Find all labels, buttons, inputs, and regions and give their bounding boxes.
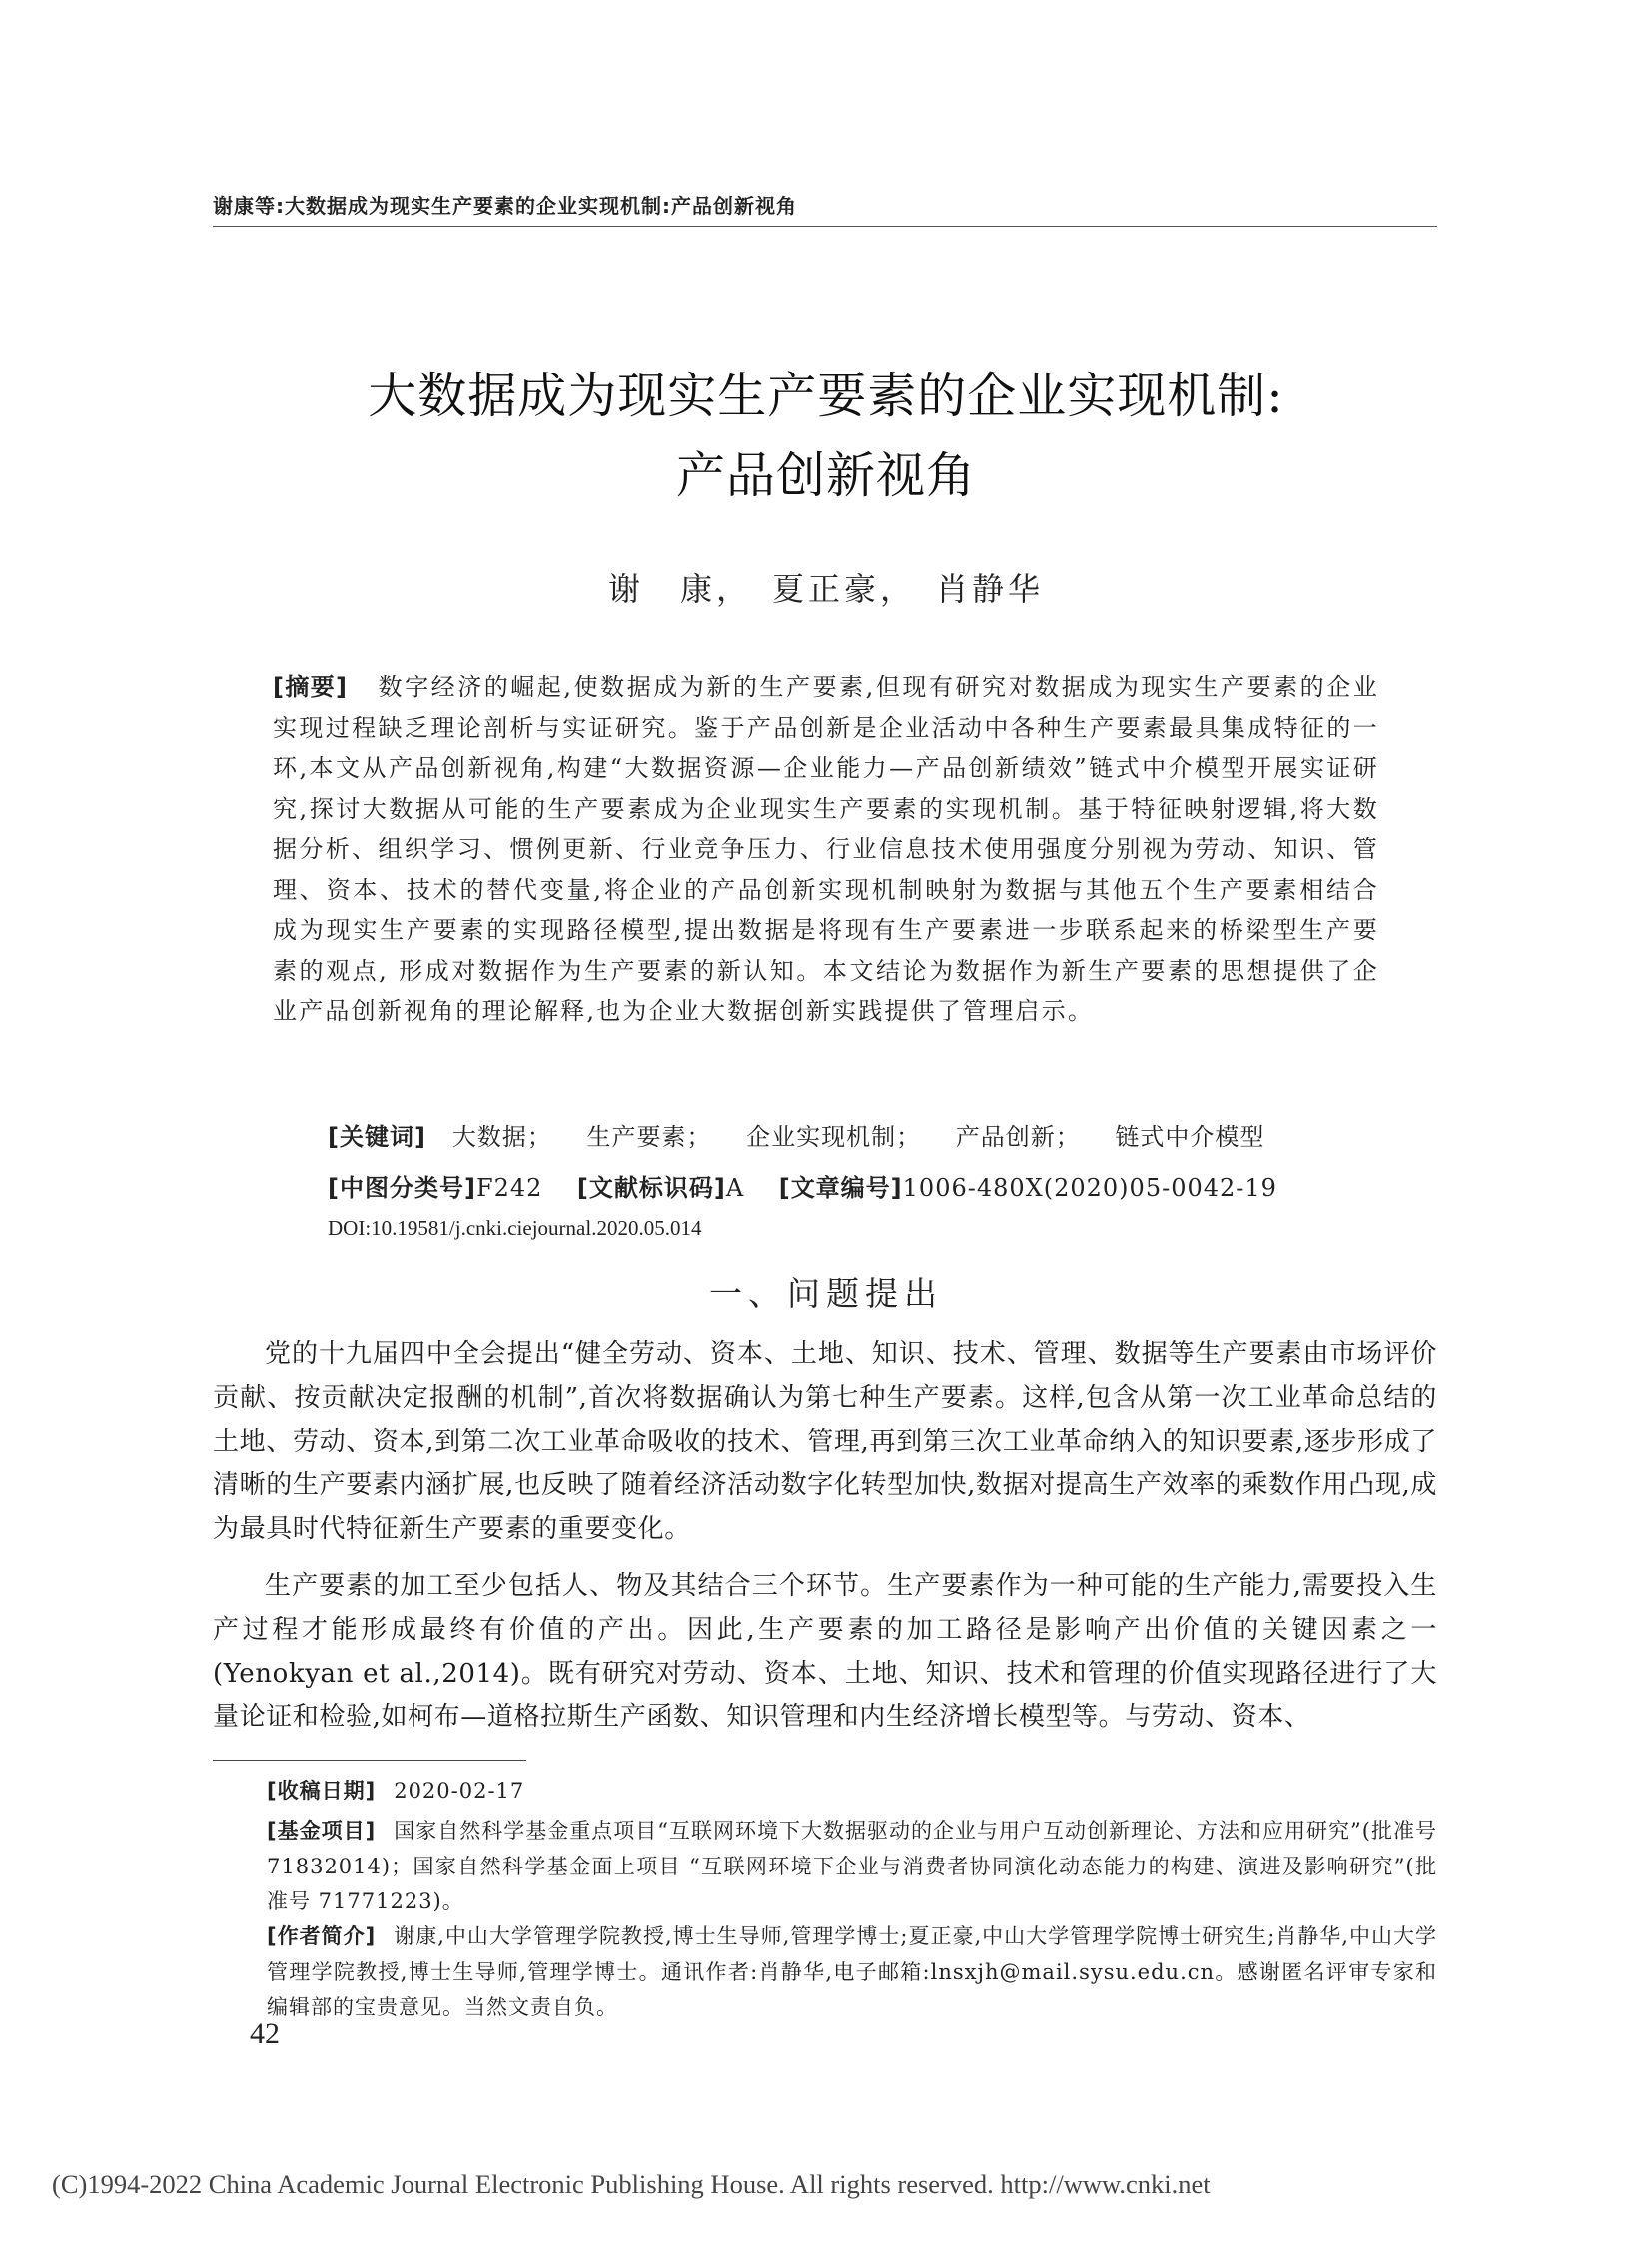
footnote-fund: [267, 1814, 1437, 1920]
doc-code-value: A: [725, 1174, 745, 1202]
copyright-notice: (C)1994-2022 China Academic Journal Electronic Publishing House. All rights reserved. http://www.cnki.net: [52, 2169, 1211, 2199]
keywords: [328, 1118, 1290, 1152]
abstract: [273, 667, 1379, 1032]
received-label: [收稿日期]: [267, 1779, 377, 1803]
author-bio-text: 谢康,中山大学管理学院教授,博士生导师,管理学博士;夏正豪,中山大学管理学院博士研究生;肖静华,中山大学管理学院教授,博士生导师,管理学博士。通讯作者:肖静华,电子邮箱:lnsxjh@mail.sysu.edu.cn。感谢匿名评审专家和编辑部的宝贵意见。当然文责自负。: [267, 1924, 1437, 2019]
keyword: 大数据；: [451, 1123, 552, 1151]
footnote-rule: [213, 1760, 526, 1761]
clc-value: F242: [475, 1174, 543, 1202]
doi: DOI:10.19581/j.cnki.ciejournal.2020.05.014: [328, 1216, 702, 1240]
page-number: 42: [250, 2017, 280, 2050]
abstract-text: 数字经济的崛起,使数据成为新的生产要素,但现有研究对数据成为现实生产要素的企业实现过程缺乏理论剖析与实证研究。鉴于产品创新是企业活动中各种生产要素最具集成特征的一环,本文从产品创新视角,构建“大数据资源—企业能力—产品创新绩效”链式中介模型开展实证研究,探讨大数据从可能的生产要素成为企业现实生产要素的实现机制。基于特征映射逻辑,将大数据分析、组织学习、惯例更新、行业竞争压力、行业信息技术使用强度分别视为劳动、知识、管理、资本、技术的替代变量,将企业的产品创新实现机制映射为数据与其他五个生产要素相结合成为现实生产要素的实现路径模型,提出数据是将现有生产要素进一步联系起来的桥梁型生产要素的观点, 形成对数据作为生产要素的新认知。本文结论为数据作为新生产要素的思想提供了企业产品创新视角的理论解释,也为企业大数据创新实践提供了管理启示。: [273, 673, 1379, 1025]
body-paragraph: 党的十九届四中全会提出“健全劳动、资本、土地、知识、技术、管理、数据等生产要素由市场评价贡献、按贡献决定报酬的机制”,首次将数据确认为第七种生产要素。这样,包含从第一次工业革命总结的土地、劳动、资本,到第二次工业革命吸收的技术、管理,再到第三次工业革命纳入的知识要素,逐步形成了清晰的生产要素内涵扩展,也反映了随着经济活动数字化转型加快,数据对提高生产效率的乘数作用凸现,成为最具时代特征新生产要素的重要变化。: [213, 1339, 1437, 1545]
keyword: 产品创新；: [955, 1123, 1081, 1151]
clc-label: [中图分类号]: [328, 1174, 476, 1202]
footnote-received: [267, 1774, 1437, 1810]
fund-text: 国家自然科学基金重点项目“互联网环境下大数据驱动的企业与用户互动创新理论、方法和应用研究”(批准号 71832014)；国家自然科学基金面上项目 “互联网环境下企业与消费者协同演化动态能力的构建、演进及影响研究”(批准号 71771223)。: [267, 1819, 1437, 1913]
author-bio-label: [作者简介]: [267, 1924, 377, 1948]
keyword: 链式中介模型: [1115, 1123, 1265, 1151]
keyword: 生产要素；: [586, 1123, 712, 1151]
article-number-value: 1006-480X(2020)05-0042-19: [902, 1174, 1277, 1202]
article-title-line-1: 大数据成为现实生产要素的企业实现机制:: [368, 368, 1284, 424]
keywords-label: [关键词]: [328, 1123, 426, 1151]
fund-label: [基金项目]: [267, 1819, 377, 1843]
classification-line: [328, 1168, 1277, 1203]
article-title-line-2: 产品创新视角: [675, 447, 976, 504]
keyword: 企业实现机制；: [746, 1123, 922, 1151]
footnote-authors: [267, 1919, 1437, 2026]
running-head: 谢康等:大数据成为现实生产要素的企业实现机制:产品创新视角: [213, 194, 797, 218]
doc-code-label: [文献标识码]: [576, 1174, 726, 1202]
article-number-label: [文章编号]: [778, 1174, 903, 1202]
author-list: 谢 康， 夏正豪， 肖静华: [607, 570, 1044, 608]
body-paragraph: 生产要素的加工至少包括人、物及其结合三个环节。生产要素作为一种可能的生产能力,需要投入生产过程才能形成最终有价值的产出。因此,生产要素的加工路径是影响产出价值的关键因素之一(Yenokyan et al.,2014)。既有研究对劳动、资本、土地、知识、技术和管理的价值实现路径进行了大量论证和检验,如柯布—道格拉斯生产函数、知识管理和内生经济增长模型等。与劳动、资本、: [213, 1571, 1437, 1733]
abstract-label: [摘要]: [273, 673, 348, 701]
section-heading: 一、问题提出: [709, 1274, 943, 1313]
received-date: 2020-02-17: [394, 1779, 525, 1803]
header-rule: [213, 226, 1437, 227]
